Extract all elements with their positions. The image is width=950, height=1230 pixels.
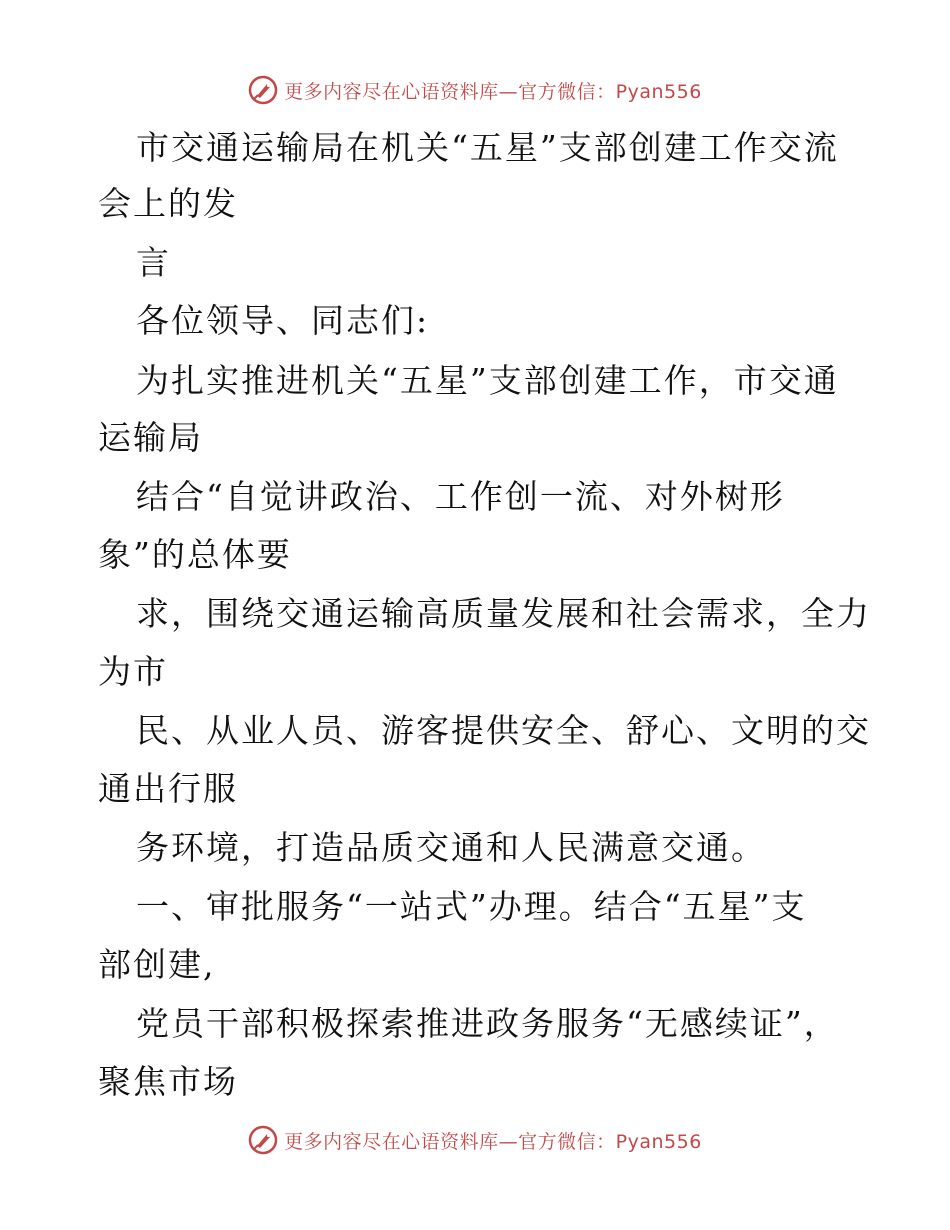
doc-line-16: 党员干部积极探索推进政务服务“无感续证”，	[136, 1004, 839, 1043]
doc-line-10: 为市	[98, 652, 168, 691]
footer-watermark	[0, 1120, 950, 1160]
doc-line-8: 象”的总体要	[98, 535, 292, 574]
doc-line-14: 一、审批服务“一站式”办理。结合“五星”支	[136, 887, 807, 926]
doc-line-17: 聚焦市场	[98, 1062, 238, 1101]
doc-line-4: 各位领导、同志们:	[136, 301, 430, 340]
header-watermark-text: 更多内容尽在心语资料库—官方微信：Pyan556	[284, 80, 702, 103]
doc-line-15: 部创建,	[98, 945, 216, 984]
footer-watermark-text: 更多内容尽在心语资料库—官方微信：Pyan556	[284, 1130, 702, 1153]
doc-line-11: 民、从业人员、游客提供安全、舒心、文明的交	[136, 711, 871, 750]
doc-line-13: 务环境，打造品质交通和人民满意交通。	[136, 828, 766, 867]
pen-nib-logo-icon	[248, 1125, 278, 1155]
doc-line-1: 市交通运输局在机关“五星”支部创建工作交流	[136, 128, 839, 167]
doc-line-3: 言	[136, 243, 171, 282]
doc-line-7: 结合“自觉讲政治、工作创一流、对外树形	[136, 477, 785, 516]
doc-line-5: 为扎实推进机关“五星”支部创建工作，市交通	[136, 361, 839, 400]
doc-line-2: 会上的发	[98, 184, 238, 223]
doc-line-9: 求，围绕交通运输高质量发展和社会需求，全力	[136, 594, 871, 633]
doc-line-6: 运输局	[98, 418, 203, 457]
doc-line-12: 通出行服	[98, 769, 238, 808]
